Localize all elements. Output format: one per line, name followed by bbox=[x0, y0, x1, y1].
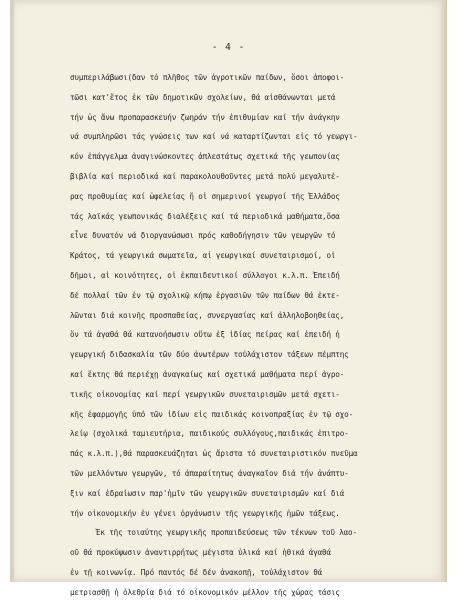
page-left-edge bbox=[10, 0, 14, 582]
text-line: τῶσι κατ'ἔτος ἐκ τῶν δημοτικῶν σχολείων, θά αἰσθάνωνται μετά bbox=[70, 92, 336, 102]
text-line: δέ πολλαί τῶν ἐν τῷ σχολικῷ κήπῳ ἐργασιῶν τῶν παίδων θά ἐκτε- bbox=[70, 290, 340, 300]
page-number: - 4 - bbox=[211, 42, 246, 53]
text-line: βιβλία καί περιοδικά καί παρακολουθοῦντες μετά πολύ μεγαλυτέ- bbox=[70, 171, 340, 181]
text-line: ἐν τῇ κοινωνίᾳ. Πρό παντός δέ δέν ἀνακοπῇ, τοὐλάχιστον θά bbox=[70, 567, 323, 577]
text-line: τάς λαϊκάς γεωπονικάς διαλέξεις καί τά περιοδικά μαθήματα,ὅσα bbox=[70, 211, 340, 221]
text-line: γεωργική διδασκαλία τῶν δύο ἀνωτέρων τοὐλάχιστον τάξεων πέμπτης bbox=[70, 350, 349, 360]
text-line: καί ἕκτης θά περιέχῃ ἀναγκαίως καί σχετικά μαθήματα περί ἀγρο- bbox=[70, 369, 345, 379]
body-text bbox=[70, 68, 442, 603]
text-line: δῆμοι, αἱ κοινότητες, οἱ ἐκπαιδευτικοί σύλλογοι κ.λ.π. Ἐπειδή bbox=[70, 270, 340, 280]
text-line: λείῳ (σχολικά ταμιευτήρια, παιδικούς συλλόγους,παιδικάς ἐπιτρο- bbox=[70, 429, 349, 439]
text-line: τῶν μελλόντων γεωργῶν, τό ἀπαραίτητως ἀναγκαῖον διά τήν ἀνάπτυ- bbox=[70, 468, 349, 478]
text-line: τήν οἰκονομικήν ἐν γένει ὀργάνωσιν τῆς γεωργικῆς ἡμῶν τάξεως. bbox=[70, 508, 340, 518]
text-line: Κράτος, τά γεωργικά σωματεῖα, αἱ γεωργικαί συνεταιρισμοί, οἱ bbox=[70, 251, 336, 261]
text-line: νά συμπληρῶσι τάς γνώσεις των καί νά καταρτίζωνται εἰς τό γεωργι- bbox=[70, 132, 358, 142]
paper-page bbox=[10, 0, 447, 597]
text-line: λῶνται διά κοινῆς προσπαθείας, συνεργασίας καί ἀλληλοβοηθείας, bbox=[70, 310, 345, 320]
text-line: συμπεριλάβωσι(δαν τό πλῆθος τῶν ἀγροτικῶν παίδων, ὅσοι ἀποφοι- bbox=[70, 73, 345, 82]
text-line: ὅν τά ἀγαθά θά κατανοήσωσιν οὕτω ἐξ ἰδίας πείρας καί ἐπειδή ἡ bbox=[70, 330, 340, 340]
text-line: πάς κ.λ.π.),θά παρασκευάζηται ὡς ἄριστα τό συνεταιριστικόν πνεῦμα bbox=[70, 449, 358, 459]
text-line: Ἐκ τῆς τοιαύτης γεωργικῆς προπαιδεύσεως τῶν τέκνων τοῦ λαο- bbox=[96, 528, 357, 538]
text-line: μετριασθῇ ἡ ὁλεθρία διά τό οἰκονομικόν μέλλον τῆς χώρας τάσις bbox=[70, 587, 340, 597]
text-line: τήν ὡς ἄνω προπαρασκευήν ζωηράν τήν ἐπιθυμίαν καί τήν ἀνάγκην bbox=[70, 112, 340, 122]
text-line: εἶνε δυνατόν νά διοργανώσωσι πρός καθοδήγησιν τῶν γεωργῶν τό bbox=[70, 231, 336, 241]
text-line: τικῆς οἰκονομίας καί περί γεωργικῶν συνεταιρισμῶν μετά σχετι- bbox=[70, 389, 340, 399]
text-line: οῦ θά προκύψωσιν ἀναντιρρήτως μέγιστα ὑλικά καί ἠθικά ἀγαθά bbox=[70, 548, 331, 558]
text-line: κῆς ἐφαρμογῆς ὑπό τῶν ἰδίων εἰς παιδικάς κοινοπραξίας ἐν τῷ σχο- bbox=[70, 409, 353, 419]
text-line: ξιν καί ἑδραίωσιν παρ'ἡμῖν τῶν γεωργικῶν συνεταιρισμῶν καί διά bbox=[70, 488, 345, 498]
text-line: ρας προθυμίας καί ὠφελείας ἤ οἱ σημερινοί γεωργοί τῆς Ἑλλάδος bbox=[70, 191, 340, 201]
text-line: κόν ἐπάγγελμα ἀναγινώσκοντες ἀπλεστάτως σχετικά τῆς γεωπονίας bbox=[70, 152, 340, 162]
